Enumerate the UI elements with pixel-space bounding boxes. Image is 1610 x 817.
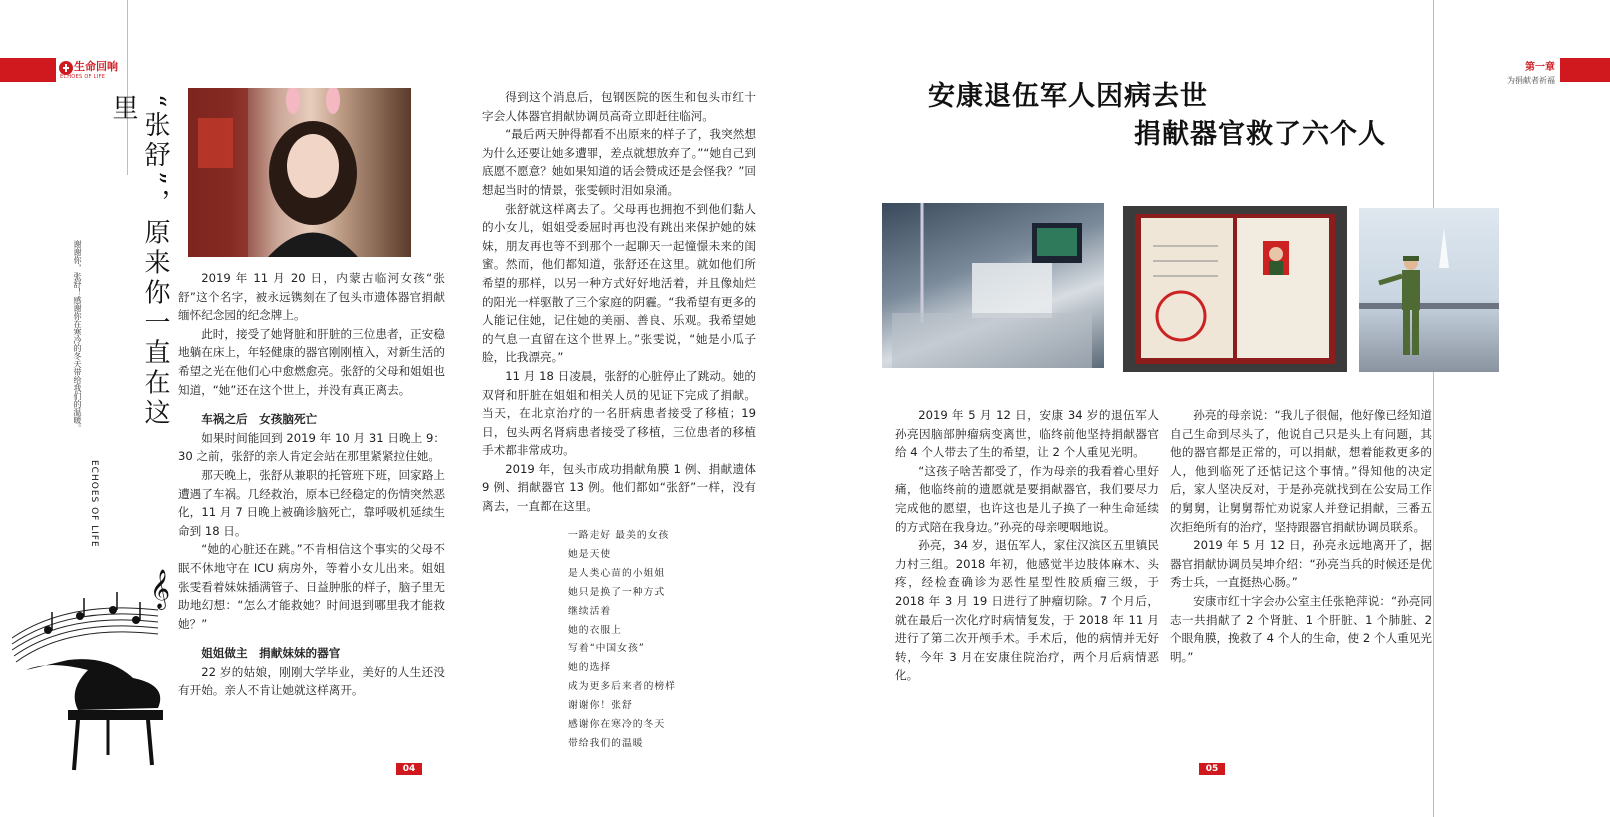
poem-line: 她的选择 bbox=[568, 662, 612, 674]
page-number-right: 05 bbox=[1199, 763, 1225, 775]
certificate-photo bbox=[1123, 206, 1347, 372]
soldier-illustration bbox=[1359, 208, 1499, 372]
logo-text: 生命回响 bbox=[74, 60, 118, 73]
right-column-1 bbox=[895, 406, 1159, 685]
chapter-subtitle: 为捐献者祈福 bbox=[1507, 76, 1555, 85]
paragraph: 11 月 18 日凌晨，张舒的心脏停止了跳动。她的双肾和肝脏在姐姐和相关人员的见证下完成了捐献。当天，在北京治疗的一名肝病患者接受了移植；19 日，包头两名肾病患者接受了移植，三位患者的移植手术都非常成功。 bbox=[482, 368, 756, 458]
poem-line: 谢谢你！张舒 bbox=[568, 700, 633, 712]
right-page-edge-rule bbox=[1433, 0, 1434, 817]
poem-line: 感谢你在寒冷的冬天 bbox=[568, 719, 666, 731]
vertical-title: “张舒”，原来你一直在这里 bbox=[108, 94, 170, 429]
vertical-subtitle: 谢谢你，张舒！感谢你在寒冷的冬天带给我们的温暖。 bbox=[73, 240, 82, 432]
paragraph: 孙亮，34 岁，退伍军人，家住汉滨区五里镇民力村三组。2018 年初，他感觉半边肢体麻木、头疼，经检查确诊为恶性星型性胶质瘤三级，于 2018 年 3 月 19 日进行了肿瘤切除。7 个月后，就在最后一次化疗时病情复发，于 2018 年 11 月进行了第二次开颅手术。手术后，他的病情并无好转，今年 3 月在安康住院治疗，两个月后病情恶化。 bbox=[895, 538, 1159, 683]
paragraph: 那天晚上，张舒从兼职的托管班下班，回家路上遭遇了车祸。几经救治，原本已经稳定的伤情突然恶化，11 月 7 日晚上被确诊脑死亡，靠呼吸机延续生命到 18 日。 bbox=[178, 467, 445, 538]
poem-line: 成为更多后来者的榜样 bbox=[568, 681, 676, 693]
poem-line: 是人类心苗的小姐姐 bbox=[568, 567, 666, 579]
poem-line: 她只是换了一种方式 bbox=[568, 586, 666, 598]
soldier-photo bbox=[1359, 208, 1499, 372]
paragraph: 2019 年 11 月 20 日，内蒙古临河女孩“张舒”这个名字，被永远镌刻在了包头市遗体器官捐献缅怀纪念园的纪念牌上。 bbox=[178, 271, 445, 323]
treble-clef-icon: 𝄞 bbox=[150, 569, 171, 609]
left-column-1 bbox=[178, 269, 445, 700]
section-heading: 车祸之后 女孩脑死亡 bbox=[201, 412, 318, 427]
page-number-left: 04 bbox=[396, 763, 422, 775]
girl-photo bbox=[188, 88, 411, 257]
header-red-bar-right bbox=[1560, 58, 1610, 82]
poem-line: 她的衣服上 bbox=[568, 624, 622, 636]
paragraph: 2019 年 5 月 12 日，孙亮永远地离开了，据器官捐献协调员吴坤介绍：“孙亮当兵的时候还是优秀士兵，一直挺热心肠。” bbox=[1170, 538, 1432, 590]
girl-illustration bbox=[188, 88, 411, 257]
paragraph: 2019 年 5 月 12 日，安康 34 岁的退伍军人孙亮因脑部肿瘤病变离世，临终前他坚持捐献器官给 4 个人带去了生的希望，让 2 个人重见光明。 bbox=[895, 408, 1159, 460]
hospital-photo bbox=[882, 203, 1104, 368]
header-red-bar bbox=[0, 58, 56, 82]
vertical-english: ECHOES OF LIFE bbox=[89, 460, 99, 548]
logo-subtext: ECHOES OF LIFE bbox=[60, 74, 106, 80]
paragraph: 张舒就这样离去了。父母再也拥抱不到他们黏人的小女儿，姐姐受委屈时再也没有跳出来保护她的妹妹，朋友再也等不到那个一起聊天一起憧憬未来的闺蜜。然而，他们都知道，张舒还在这里。就如他们所希望的那样，以另一种方式好好地活着，并且像灿烂的阳光一样驱散了三个家庭的阴霾。“我希望有更多的人能记住她，记住她的美丽、善良、乐观。我希望她的气息一直留在这个世界上。”张雯说，“她是小瓜子脸，比我漂亮。” bbox=[482, 201, 756, 365]
paragraph: “她的心脏还在跳。”不肯相信这个事实的父母不眠不休地守在 ICU 病房外，等着小女儿出来。姐姐张雯看着妹妹插满管子、日益肿胀的样子，脑子里无助地幻想：“怎么才能救她？时间退到哪里我才能救她？” bbox=[178, 542, 445, 631]
right-column-2 bbox=[1170, 406, 1432, 666]
poem-line: 写着“中国女孩” bbox=[568, 643, 645, 655]
chapter-title: 第一章 bbox=[1525, 62, 1555, 73]
paragraph: 安康市红十字会办公室主任张艳萍说：“孙亮同志一共捐献了 2 个肾脏、1 个肝脏、1 个肺脏、2 个眼角膜，挽救了 4 个人的生命，使 2 个人重见光明。” bbox=[1170, 593, 1432, 664]
poem-line: 继续活着 bbox=[568, 605, 612, 617]
header-logo bbox=[58, 58, 118, 82]
hospital-illustration bbox=[882, 203, 1104, 368]
section-heading: 姐姐做主 捐献妹妹的器官 bbox=[201, 646, 341, 661]
article-title-line-1: 安康退伍军人因病去世 bbox=[928, 81, 1208, 112]
paragraph: “最后两天肿得都看不出原来的样子了，我突然想为什么还要让她多遭罪，差点就想放弃了。”“她自己到底愿不愿意？她如果知道的话会赞成还是会怪我？”回想起当时的情景，张雯顿时泪如泉涌。 bbox=[482, 127, 756, 197]
left-column-2 bbox=[482, 88, 756, 516]
certificate-illustration bbox=[1123, 206, 1347, 372]
paragraph: 此时，接受了她肾脏和肝脏的三位患者，正安稳地躺在床上，年轻健康的器官刚刚植入，对新生活的希望之光在他们心中愈燃愈亮。张舒的父母和姐姐也知道，“她”还在这个世上，并没有真正离去。 bbox=[178, 326, 445, 397]
paragraph: 孙亮的母亲说：“我儿子很倔，他好像已经知道自己生命到尽头了，他说自己只是头上有问题，其他的器官都是正常的，可以捐献，想着能救更多的人，他到临死了还惦记这个事情。”得知他的决定后，家人坚决反对，于是孙亮就找到在公安局工作的舅舅，让舅舅帮忙劝说家人并登记捐献，三番五次拒绝所有的治疗，坚持跟器官捐献协调员联系。 bbox=[1170, 408, 1432, 534]
poem-line: 她是天使 bbox=[568, 548, 612, 560]
paragraph: 如果时间能回到 2019 年 10 月 31 日晚上 9：30 之前，张舒的亲人肯定会站在那里紧紧拉住她。 bbox=[178, 430, 445, 464]
paragraph: “这孩子啥苦都受了，作为母亲的我看着心里好痛，他临终前的遗愿就是要捐献器官，我们要尽力完成他的愿望，也许这也是儿子换了一种生命延续的方式陪在我身边。”孙亮的母亲哽咽地说。 bbox=[895, 463, 1159, 534]
chapter-label bbox=[1490, 58, 1555, 86]
piano-music-illustration bbox=[8, 560, 178, 775]
poem-line: 带给我们的温暖 bbox=[568, 737, 644, 749]
paragraph: 22 岁的姑娘，刚刚大学毕业，美好的人生还没有开始。亲人不肯让她就这样离开。 bbox=[178, 664, 445, 698]
poem bbox=[568, 527, 748, 754]
paragraph: 得到这个消息后，包钢医院的医生和包头市红十字会人体器官捐献协调员高奇立即赶往临河。 bbox=[482, 90, 756, 123]
article-title-line-2: 捐献器官救了六个人 bbox=[1134, 119, 1386, 150]
poem-line: 一路走好 最美的女孩 bbox=[568, 530, 670, 541]
paragraph: 2019 年，包头市成功捐献角膜 1 例、捐献遗体 9 例、捐献器官 13 例。他们都如“张舒”一样，没有离去，一直都在这里。 bbox=[482, 461, 756, 514]
